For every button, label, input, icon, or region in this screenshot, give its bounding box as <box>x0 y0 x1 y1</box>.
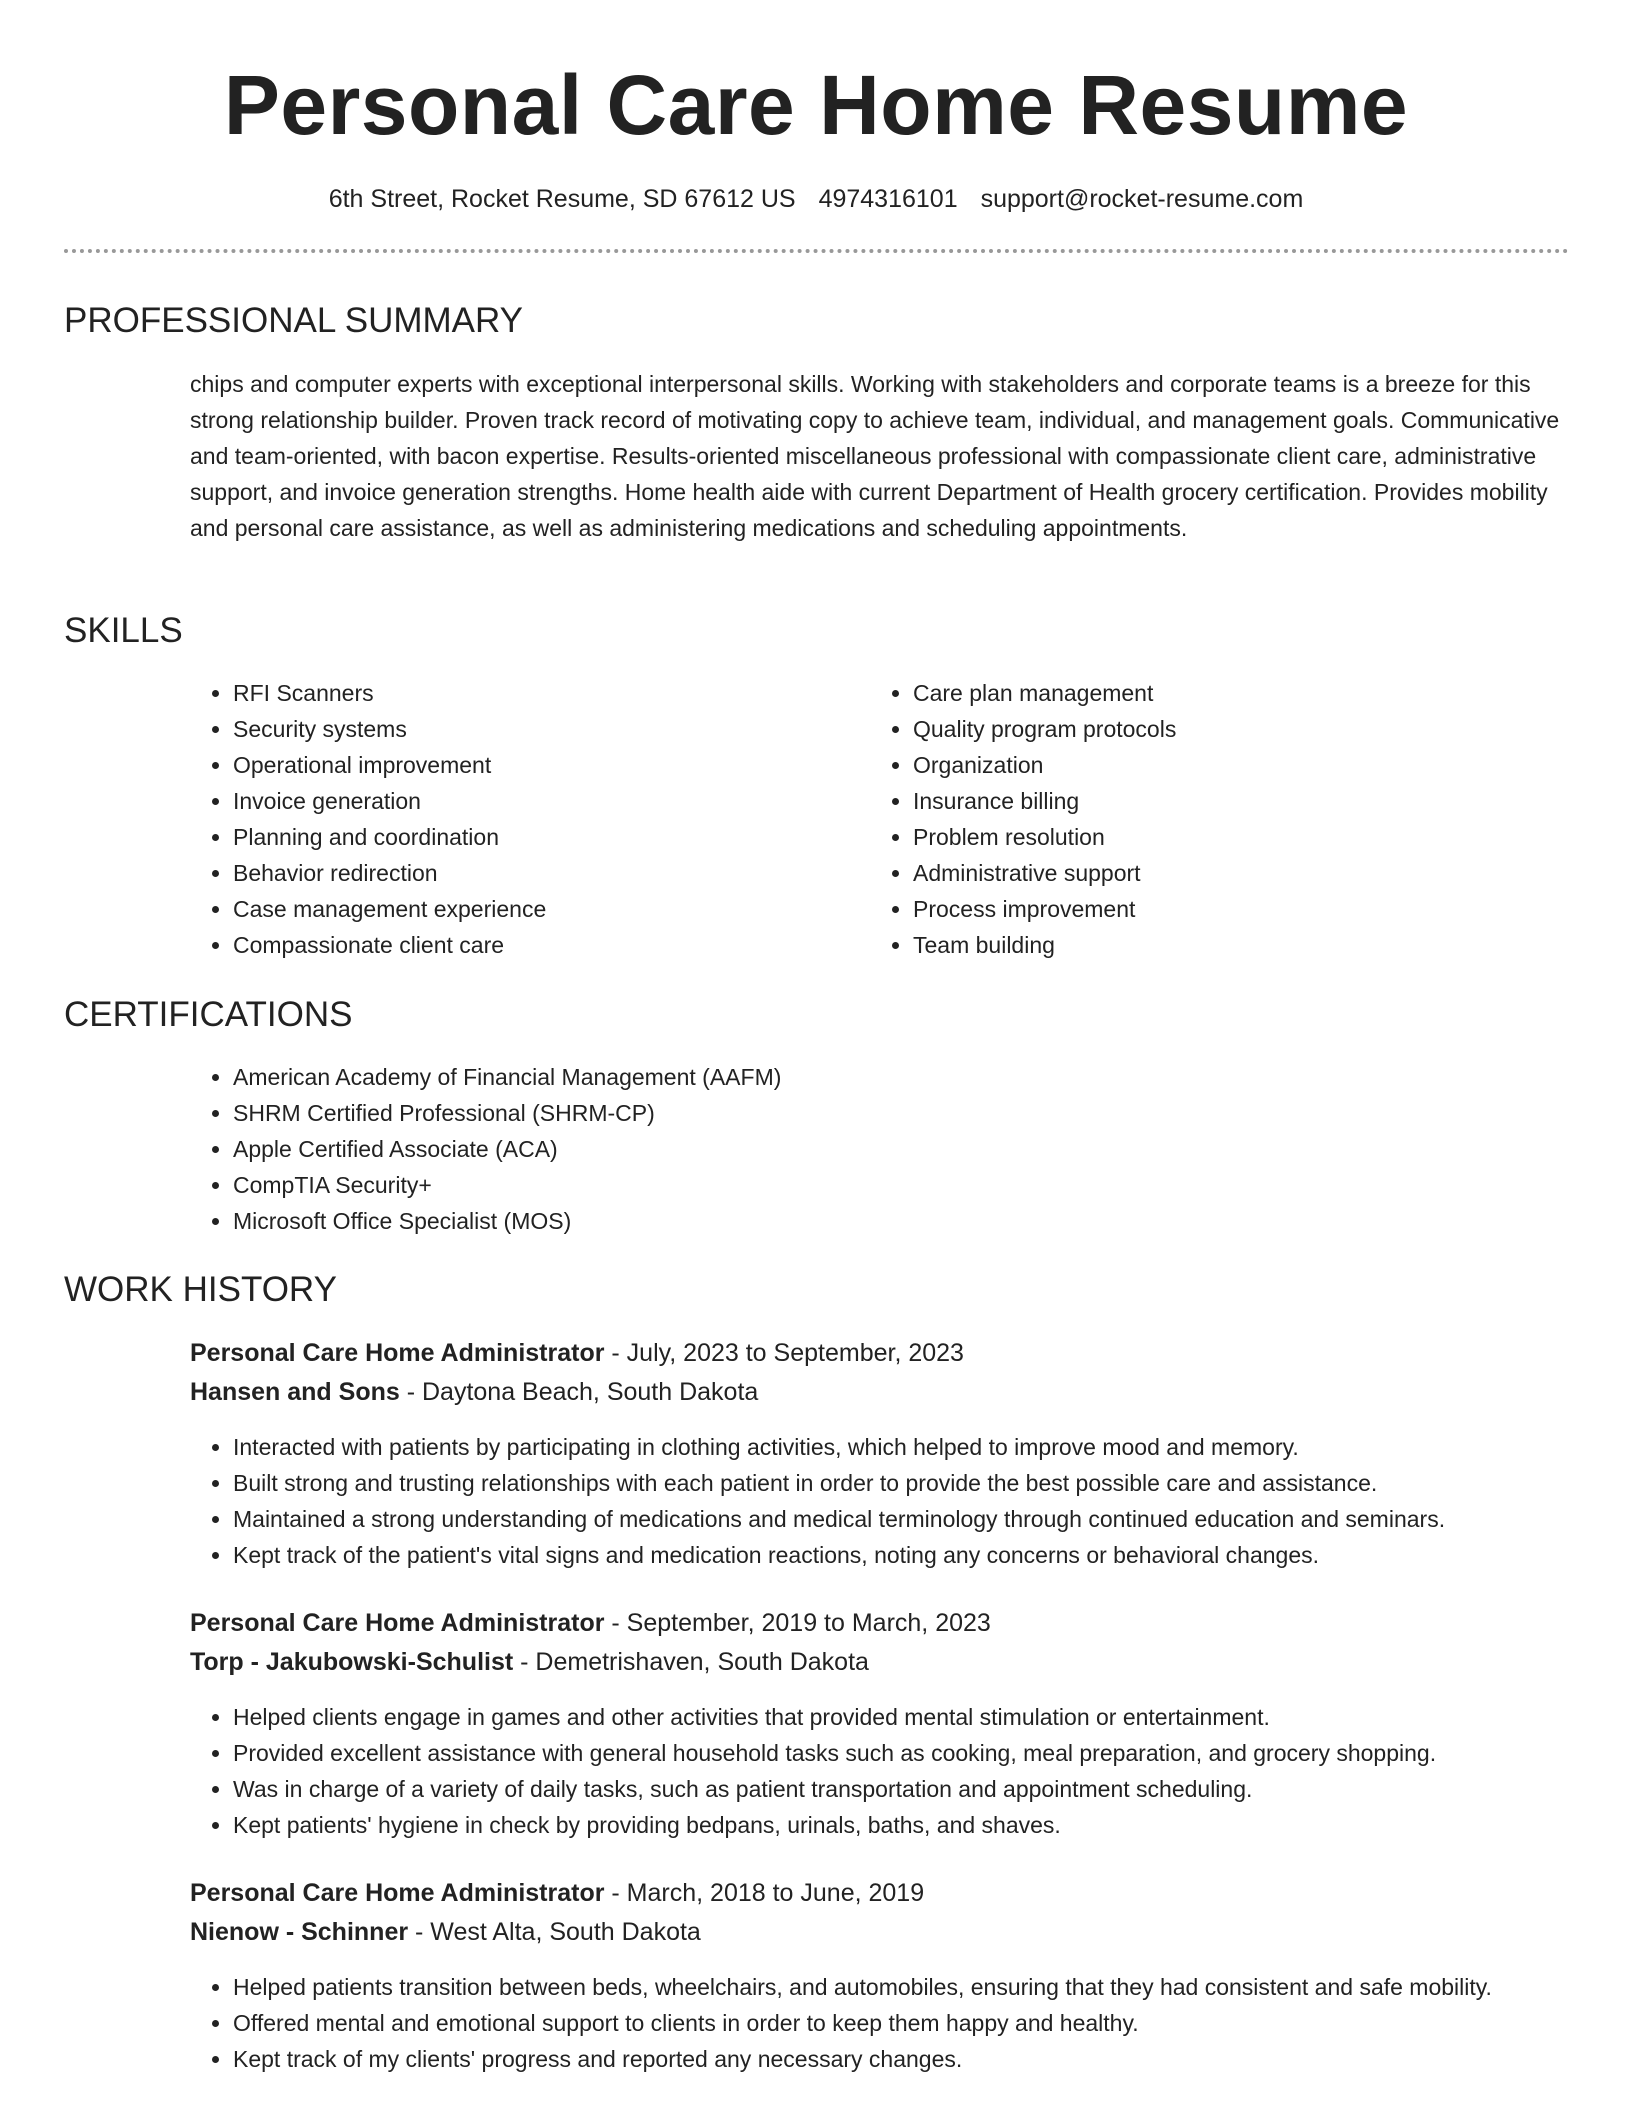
list-item: • Organization <box>913 747 1563 783</box>
list-item: • Team building <box>913 927 1563 963</box>
skills-list-right <box>870 675 1563 963</box>
list-item: • Quality program protocols <box>913 711 1563 747</box>
list-item: • Kept track of the patient's vital signs and medication reactions, noting any concerns or behavioral changes. <box>233 1537 1623 1573</box>
job-title: Personal Care Home Administrator <box>190 1879 605 1907</box>
job-company: Nienow - Schinner <box>190 1918 409 1946</box>
job-title-line <box>190 1874 924 1913</box>
job-title-line <box>190 1604 991 1643</box>
job-company-line <box>190 1643 869 1682</box>
section-title-skills: SKILLS <box>64 611 183 650</box>
job-title-line <box>190 1334 964 1373</box>
job-company: Hansen and Sons <box>190 1378 400 1406</box>
job-location: - West Alta, South Dakota <box>408 1918 701 1946</box>
list-item: • Administrative support <box>913 855 1563 891</box>
list-item: • Kept patients' hygiene in check by providing bedpans, urinals, baths, and shaves. <box>233 1807 1623 1843</box>
contact-email: support@rocket-resume.com <box>980 185 1304 213</box>
list-item: • Problem resolution <box>913 819 1563 855</box>
list-item: • Planning and coordination <box>233 819 833 855</box>
contact-phone: 4974316101 <box>818 185 958 213</box>
list-item: • Kept track of my clients' progress and reported any necessary changes. <box>233 2041 1573 2077</box>
job-bullets <box>190 1429 1623 1573</box>
section-title-certifications: CERTIFICATIONS <box>64 995 353 1034</box>
skills-list-left <box>190 675 833 963</box>
list-item: • Apple Certified Associate (ACA) <box>233 1131 1533 1167</box>
job-location: - Demetrishaven, South Dakota <box>513 1648 869 1676</box>
list-item: • Microsoft Office Specialist (MOS) <box>233 1203 1533 1239</box>
list-item: • Security systems <box>233 711 833 747</box>
job-company-line <box>190 1373 758 1412</box>
list-item: • American Academy of Financial Management (AAFM) <box>233 1059 1533 1095</box>
job-title: Personal Care Home Administrator <box>190 1609 605 1637</box>
header-divider <box>64 249 1569 253</box>
job-dates: - July, 2023 to September, 2023 <box>604 1339 964 1367</box>
list-item: • Care plan management <box>913 675 1563 711</box>
list-item: • Insurance billing <box>913 783 1563 819</box>
list-item: • Operational improvement <box>233 747 833 783</box>
job-bullets <box>190 1699 1623 1843</box>
list-item: • Provided excellent assistance with general household tasks such as cooking, meal preparation, and grocery shopping. <box>233 1735 1623 1771</box>
section-title-summary: PROFESSIONAL SUMMARY <box>64 301 523 340</box>
list-item: • Case management experience <box>233 891 833 927</box>
list-item: • CompTIA Security+ <box>233 1167 1533 1203</box>
list-item: • Maintained a strong understanding of medications and medical terminology through continued education and seminars. <box>233 1501 1623 1537</box>
resume-title: Personal Care Home Resume <box>223 58 1409 152</box>
certifications-list <box>190 1059 1533 1239</box>
list-item: • Invoice generation <box>233 783 833 819</box>
list-item: • Behavior redirection <box>233 855 833 891</box>
contact-line <box>0 183 1632 215</box>
contact-address: 6th Street, Rocket Resume, SD 67612 US <box>328 185 796 213</box>
job-title: Personal Care Home Administrator <box>190 1339 605 1367</box>
list-item: • Built strong and trusting relationships with each patient in order to provide the best possible care and assistance. <box>233 1465 1623 1501</box>
list-item: • SHRM Certified Professional (SHRM-CP) <box>233 1095 1533 1131</box>
job-location: - Daytona Beach, South Dakota <box>399 1378 759 1406</box>
list-item: • Interacted with patients by participating in clothing activities, which helped to improve mood and memory. <box>233 1429 1623 1465</box>
job-company-line <box>190 1913 701 1952</box>
list-item: • Compassionate client care <box>233 927 833 963</box>
job-bullets <box>190 1969 1573 2077</box>
list-item: • Helped patients transition between beds, wheelchairs, and automobiles, ensuring that they had consistent and safe mobility. <box>233 1969 1573 2005</box>
list-item: • Was in charge of a variety of daily tasks, such as patient transportation and appointment scheduling. <box>233 1771 1623 1807</box>
list-item: • RFI Scanners <box>233 675 833 711</box>
section-title-work-history: WORK HISTORY <box>64 1270 337 1309</box>
list-item: • Process improvement <box>913 891 1563 927</box>
summary-text: chips and computer experts with exceptional interpersonal skills. Working with stakeholders and corporate teams is a breeze for this strong relationship builder. Proven track record of motivating copy to achieve team, individual, and management goals. Communicative and team-oriented, with bacon expertise. Results-oriented miscellaneous professional with compassionate client care, administrative support, and invoice generation strengths. Home health aide with current Department of Health grocery certification. Provides mobility and personal care assistance, as well as administering medications and scheduling appointments. <box>190 371 1560 541</box>
job-dates: - September, 2019 to March, 2023 <box>604 1609 991 1637</box>
list-item: • Helped clients engage in games and other activities that provided mental stimulation or entertainment. <box>233 1699 1623 1735</box>
job-company: Torp - Jakubowski-Schulist <box>190 1648 514 1676</box>
list-item: • Offered mental and emotional support to clients in order to keep them happy and healthy. <box>233 2005 1573 2041</box>
job-dates: - March, 2018 to June, 2019 <box>604 1879 925 1907</box>
